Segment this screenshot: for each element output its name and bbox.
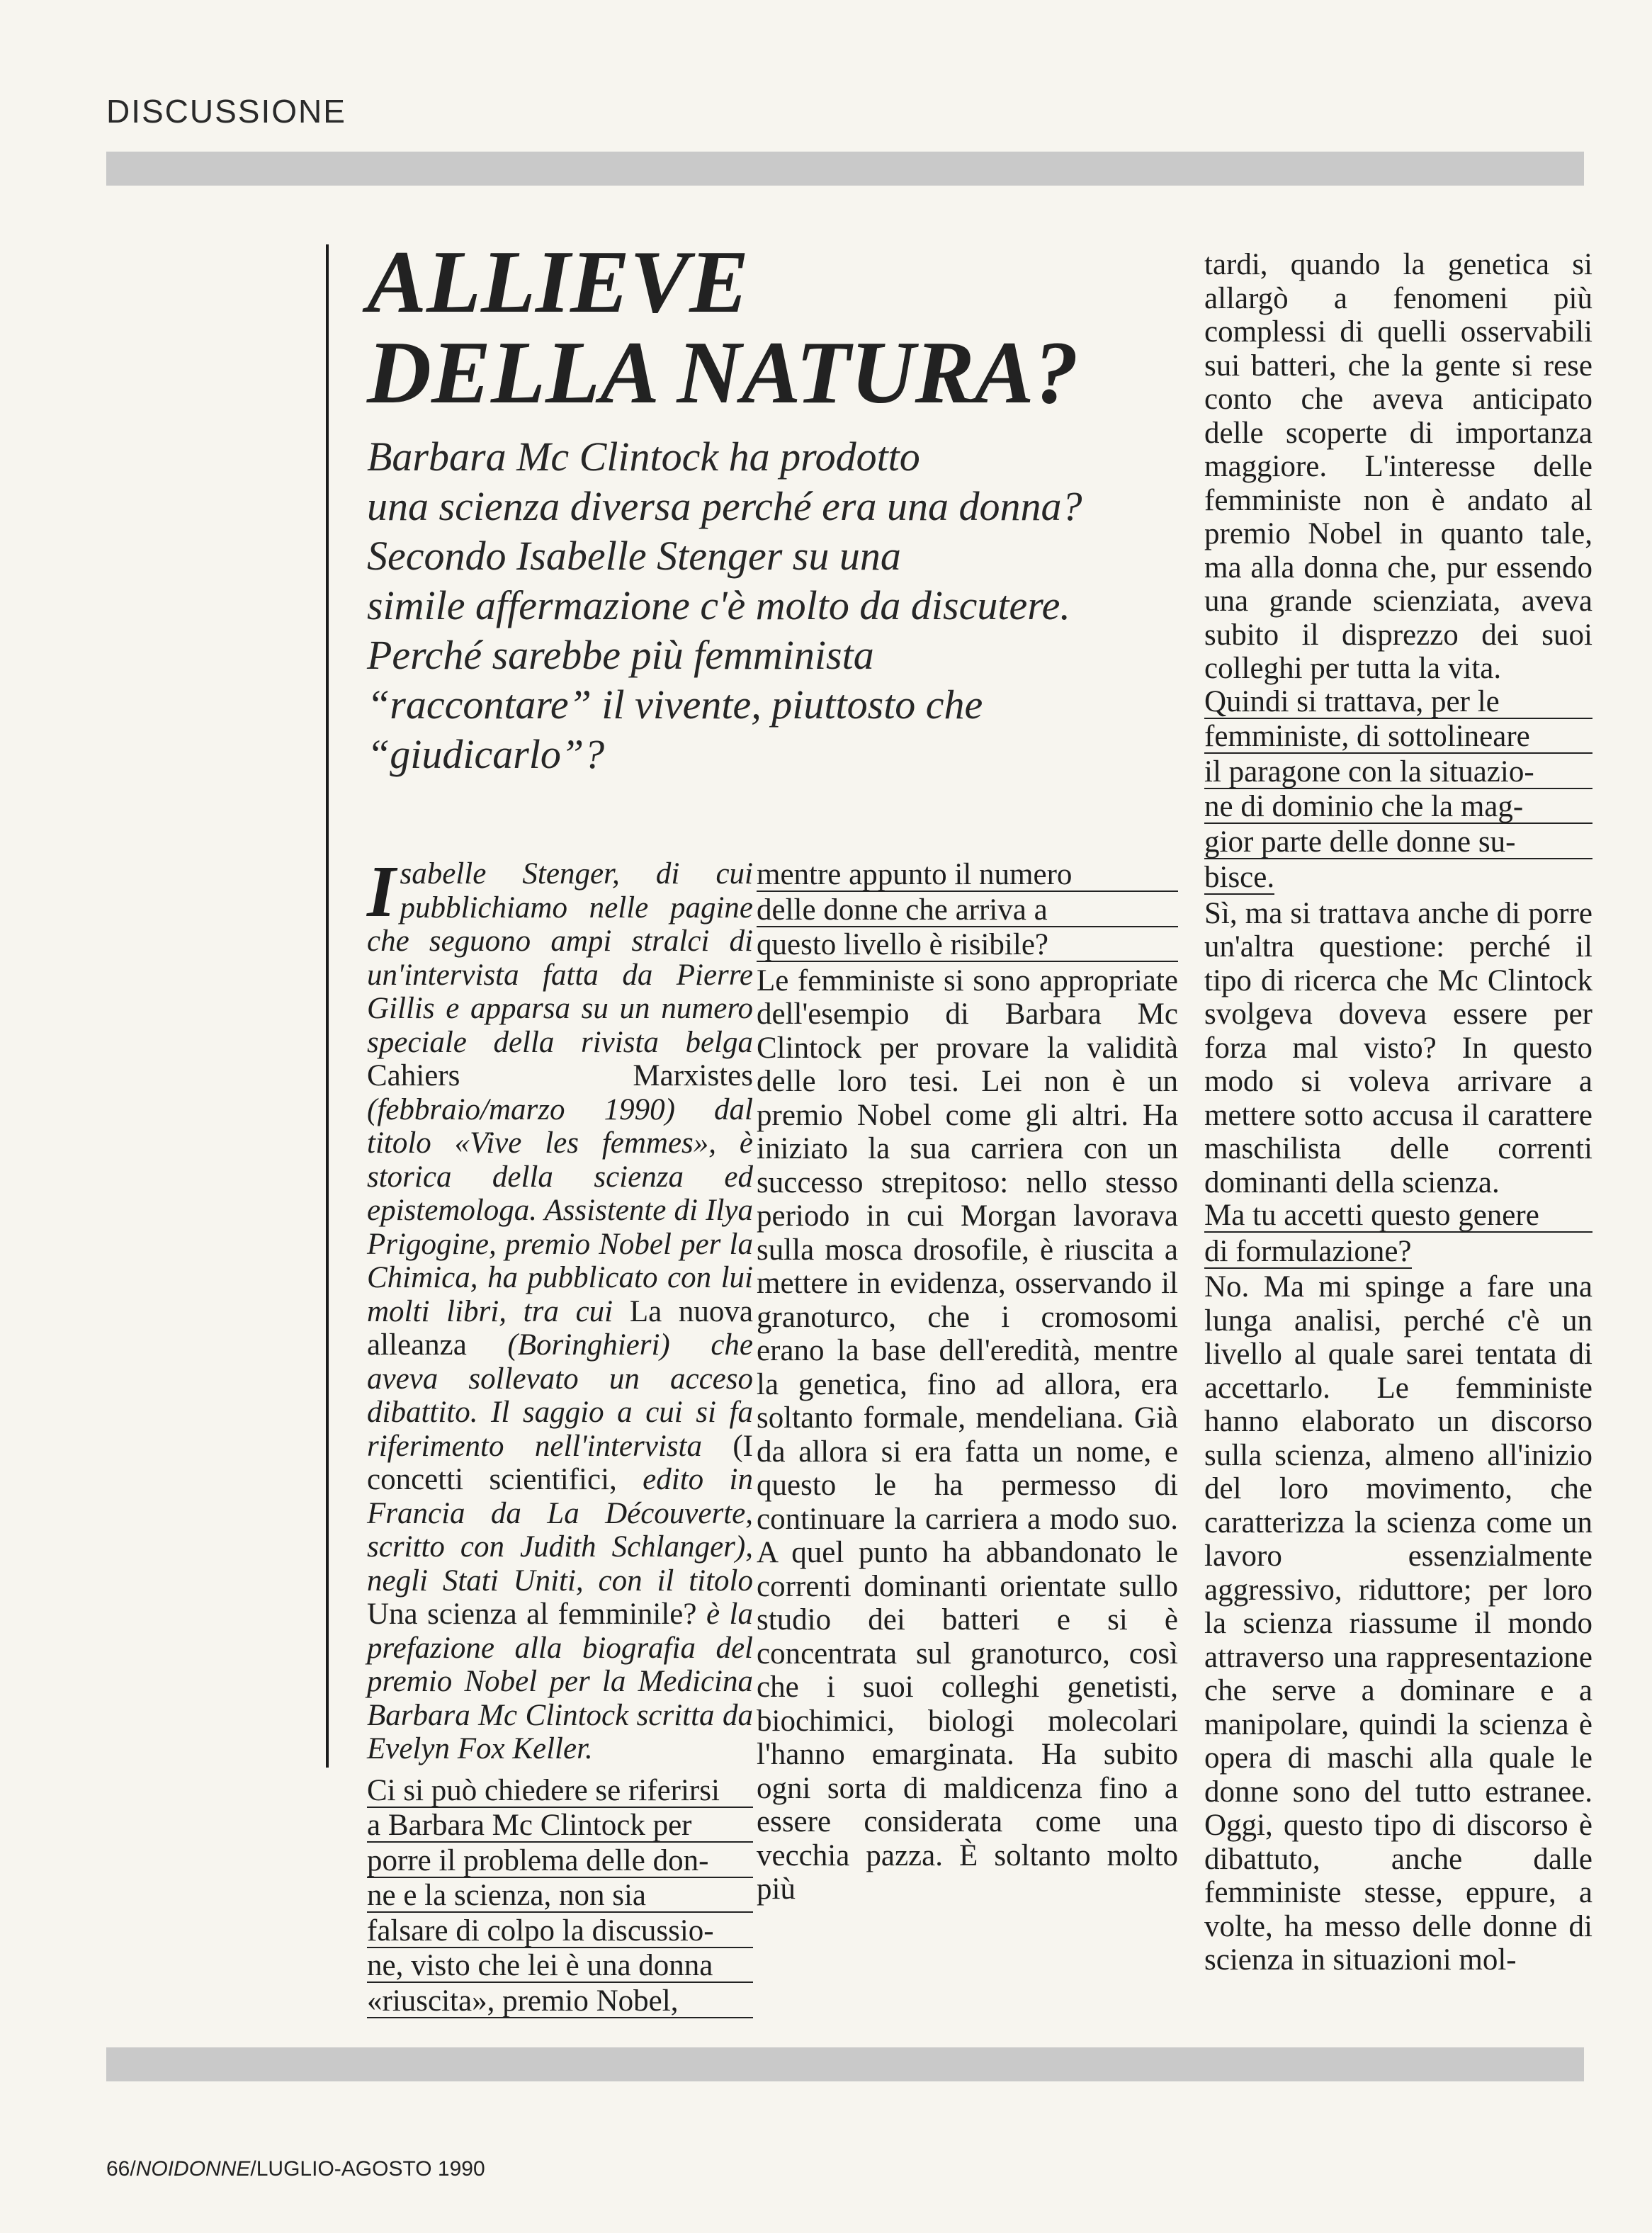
question-line: ne, visto che lei è una donna bbox=[367, 1950, 753, 1983]
interview-question-3 bbox=[1204, 1199, 1592, 1270]
column-3 bbox=[1204, 248, 1592, 1977]
header-bar bbox=[106, 152, 1584, 186]
article-dek bbox=[367, 432, 1167, 779]
question-line: questo livello è risibile? bbox=[757, 929, 1178, 962]
question-line: di formulazione? bbox=[1204, 1234, 1412, 1268]
question-line: femministe, di sottolineare bbox=[1204, 720, 1592, 754]
dek-line: simile affermazione c'è molto da discutere. bbox=[367, 582, 1070, 628]
question-line: «riuscita», premio Nobel, bbox=[367, 1985, 753, 2018]
interview-question-2 bbox=[1204, 686, 1592, 897]
intro-text: edito in Francia da La Découverte, scritto con Judith Schlanger), negli Stati Uniti, con il titolo bbox=[367, 1463, 753, 1598]
dek-line: “raccontare” il vivente, piuttosto che bbox=[367, 682, 983, 728]
question-line: Quindi si trattava, per le bbox=[1204, 686, 1592, 719]
intro-title: (I concetti scientifici, bbox=[367, 1429, 753, 1496]
dek-line: Barbara Mc Clintock ha prodotto bbox=[367, 434, 920, 480]
intro-text: (Boringhieri) che aveva sollevato un acceso dibattito. Il saggio a cui si fa riferimento nell'intervista bbox=[367, 1328, 753, 1463]
intro-text: sabelle Stenger, di cui pubblichiamo nelle pagine che seguono ampi stralci di un'intervista fatta da Pierre Gillis e apparsa su un numero speciale della rivista belga bbox=[367, 857, 753, 1059]
page-footer bbox=[106, 2157, 485, 2181]
magazine-name: NOIDONNE bbox=[135, 2157, 251, 2181]
column-1 bbox=[367, 851, 754, 2020]
interview-answer-2: Sì, ma si trattava anche di porre un'altra questione: perché il tipo di ricerca che Mc Clintock svolgeva doveva essere per forza mal visto? In questo modo si voleva arrivare a mettere sotto accusa il carattere maschilista delle correnti dominanti della scienza. bbox=[1204, 896, 1592, 1199]
question-line: falsare di colpo la discussio- bbox=[367, 1915, 753, 1948]
page-number: 66/ bbox=[106, 2157, 136, 2181]
interview-answer-1-cont: tardi, quando la genetica si allargò a fenomeni più complessi di quelli osservabili sui batteri, che la gente si rese conto che aveva anticipato delle scoperte di importanza maggiore. L'interesse delle femministe non è andato al premio Nobel in quanto tale, ma alla donna che, pur essendo una grande scienziata, aveva subito il disprezzo dei suoi colleghi per tutta la vita. bbox=[1204, 248, 1592, 685]
intro-text: è la prefazione alla biografia del premio Nobel per la Medicina Barbara Mc Clintock scritta da Evelyn Fox Keller. bbox=[367, 1598, 753, 1765]
intro-text: (febbraio/marzo 1990) dal titolo «Vive les femmes», è storica della scienza ed epistemologa. Assistente di Ilya Prigogine, premio Nobel per la Chimica, ha pubblicato con lui molti libri, tra cui bbox=[367, 1092, 753, 1328]
intro-title: Una scienza al femminile? bbox=[367, 1598, 697, 1631]
question-line: Ma tu accetti questo genere bbox=[1204, 1199, 1592, 1233]
question-line: mentre appunto il numero bbox=[757, 859, 1178, 892]
question-line: delle donne che arriva a bbox=[757, 894, 1178, 927]
dek-line: Secondo Isabelle Stenger su una bbox=[367, 533, 901, 579]
issue-date: /LUGLIO-AGOSTO 1990 bbox=[250, 2157, 485, 2181]
footer-bar bbox=[106, 2047, 1584, 2081]
section-label: DISCUSSIONE bbox=[106, 93, 346, 130]
question-line: bisce. bbox=[1204, 861, 1275, 894]
dek-line: Perché sarebbe più femminista bbox=[367, 632, 874, 678]
question-line: ne e la scienza, non sia bbox=[367, 1879, 753, 1913]
drop-cap: I bbox=[367, 851, 396, 932]
dek-line: una scienza diversa perché era una donna? bbox=[367, 483, 1082, 529]
question-line: porre il problema delle don- bbox=[367, 1845, 753, 1878]
dek-line: “giudicarlo”? bbox=[367, 731, 605, 777]
title-line: DELLA NATURA? bbox=[367, 324, 1079, 422]
question-line: a Barbara Mc Clintock per bbox=[367, 1809, 753, 1843]
question-line: gior parte delle donne su- bbox=[1204, 826, 1592, 859]
interview-question-1-cont bbox=[757, 859, 1178, 962]
intro-title: Cahiers Marxistes bbox=[367, 1059, 753, 1092]
column-2 bbox=[757, 859, 1178, 1906]
title-line: ALLIEVE bbox=[367, 233, 749, 332]
intro-paragraph bbox=[367, 851, 754, 1766]
question-line: Ci si può chiedere se riferirsi bbox=[367, 1775, 753, 1808]
interview-answer-3: No. Ma mi spinge a fare una lunga analisi, perché c'è un livello al quale sarei tentata di accettarlo. Le femministe hanno elaborato un discorso sulla scienza, almeno all'inizio del loro movimento, che caratterizza la scienza come un lavoro essenzialmente aggressivo, riduttore; per loro la scienza riassume il mondo attraverso una rappresentazione che serve a dominare e a manipolare, quindi la scienza è opera di maschi alla quale le donne sono del tutto estranee. Oggi, questo tipo di discorso è dibattuto, anche dalle femministe stesse, eppure, a volte, ha messo delle donne di scienza in situazioni mol- bbox=[1204, 1270, 1592, 1977]
question-line: ne di dominio che la mag- bbox=[1204, 791, 1592, 824]
intro-title: La nuova alleanza bbox=[367, 1294, 754, 1362]
interview-question-1 bbox=[367, 1775, 753, 2018]
question-line: il paragone con la situazio- bbox=[1204, 756, 1592, 789]
article-title bbox=[367, 233, 1132, 422]
vertical-rule bbox=[326, 244, 329, 1768]
interview-answer-1: Le femministe si sono appropriate dell'esempio di Barbara Mc Clintock per provare la validità delle loro tesi. Lei non è un premio Nobel come gli altri. Ha iniziato la sua carriera con un successo strepitoso: nello stesso periodo in cui Morgan lavorava sulla mosca drosofile, è riuscita a mettere in evidenza, osservando il granoturco, che i cromosomi erano la base dell'eredità, mentre la genetica, fino ad allora, era soltanto formale, mendeliana. Già da allora si era fatta un nome, e questo le ha permesso di continuare la carriera a modo suo. A quel punto ha abbandonato le correnti dominanti orientate sullo studio dei batteri e si è concentrata sul granoturco, così che i suoi colleghi genetisti, biochimici, biologi molecolari l'hanno emarginata. Ha subito ogni sorta di maldicenza fino a essere considerata come una vecchia pazza. È soltanto molto più bbox=[757, 963, 1178, 1906]
